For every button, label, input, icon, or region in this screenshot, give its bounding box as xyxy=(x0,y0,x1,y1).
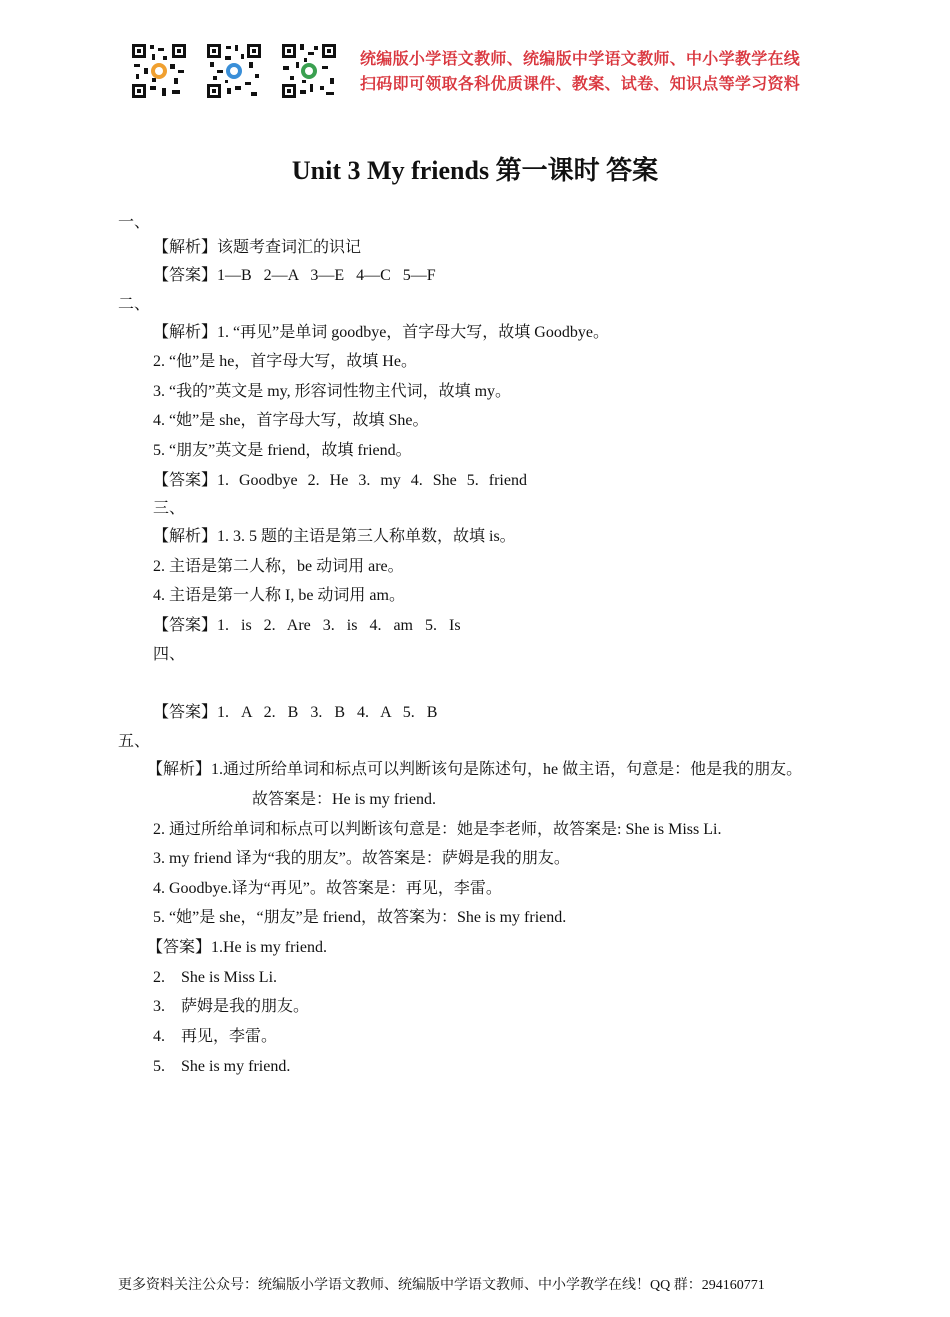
section-5-answer-4: 4. 再见，李雷。 xyxy=(153,1028,278,1045)
section-4-heading: 四、 xyxy=(153,646,186,663)
section-2-analysis-3: 3. “我的”英文是 my, 形容词性物主代词，故填 my。 xyxy=(153,383,512,400)
section-5-analysis-1-cont: 故答案是：He is my friend. xyxy=(252,791,436,808)
section-1-answer: 【答案】1—B 2—A 3—E 4—C 5—F xyxy=(153,267,436,284)
qr-code-3[interactable] xyxy=(280,42,338,100)
section-4-answer: 【答案】1. A 2. B 3. B 4. A 5. B xyxy=(153,704,438,721)
section-5-analysis-1: 【解析】1.通过所给单词和标点可以判断该句是陈述句，he 做主语，句意是：他是我的朋友。 xyxy=(147,761,803,778)
section-5-analysis-4: 4. Goodbye.译为“再见”。故答案是：再见，李雷。 xyxy=(153,880,502,897)
section-2-analysis-2: 2. “他”是 he，首字母大写，故填 He。 xyxy=(153,353,417,370)
section-5-answer: 【答案】1.He is my friend. xyxy=(147,939,327,956)
section-3-heading: 三、 xyxy=(153,500,186,517)
footer-note: 更多资料关注公众号：统编版小学语文教师、统编版中学语文教师、中小学教学在线！QQ 群：294160771 xyxy=(118,1278,765,1293)
section-2-analysis-1: 【解析】1. “再见”是单词 goodbye，首字母大写，故填 Goodbye。 xyxy=(153,324,609,341)
qr-code-1[interactable] xyxy=(130,42,188,100)
section-2-heading: 二、 xyxy=(118,296,151,313)
section-2-analysis-5: 5. “朋友”英文是 friend，故填 friend。 xyxy=(153,442,412,459)
section-1-heading: 一、 xyxy=(118,214,151,231)
section-5-answer-3: 3. 萨姆是我的朋友。 xyxy=(153,998,310,1015)
section-3-analysis-3: 4. 主语是第一人称 I, be 动词用 am。 xyxy=(153,587,405,604)
section-5-answer-5: 5. She is my friend. xyxy=(153,1058,291,1075)
section-5-answer-2: 2. She is Miss Li. xyxy=(153,969,278,986)
promo-line-2: 扫码即可领取各科优质课件、教案、试卷、知识点等学习资料 xyxy=(360,74,801,93)
section-3-answer: 【答案】1. is 2. Are 3. is 4. am 5. Is xyxy=(153,617,461,634)
section-5-heading: 五、 xyxy=(118,733,151,750)
header xyxy=(130,42,830,102)
section-2-analysis-4: 4. “她”是 she，首字母大写，故填 She。 xyxy=(153,412,429,429)
promo-banner xyxy=(360,46,800,96)
section-3-analysis-2: 2. 主语是第二人称，be 动词用 are。 xyxy=(153,558,404,575)
section-5-analysis-2: 2. 通过所给单词和标点可以判断该句意是：她是李老师，故答案是: She is Miss Li. xyxy=(153,821,722,838)
promo-line-1: 统编版小学语文教师、统编版中学语文教师、中小学教学在线 xyxy=(360,49,801,68)
section-5-analysis-3: 3. my friend 译为“我的朋友”。故答案是：萨姆是我的朋友。 xyxy=(153,850,570,867)
section-3-analysis-1: 【解析】1. 3. 5 题的主语是第三人称单数，故填 is。 xyxy=(153,528,516,545)
qr-code-2[interactable] xyxy=(205,42,263,100)
section-1-analysis: 【解析】该题考查词汇的识记 xyxy=(153,239,362,256)
section-5-analysis-5: 5. “她”是 she，“朋友”是 friend，故答案为：She is my friend. xyxy=(153,909,567,926)
section-2-answer: 【答案】1. Goodbye 2. He 3. my 4. She 5. friend xyxy=(153,472,527,489)
page-title: Unit 3 My friends 第一课时 答案 xyxy=(291,156,659,185)
